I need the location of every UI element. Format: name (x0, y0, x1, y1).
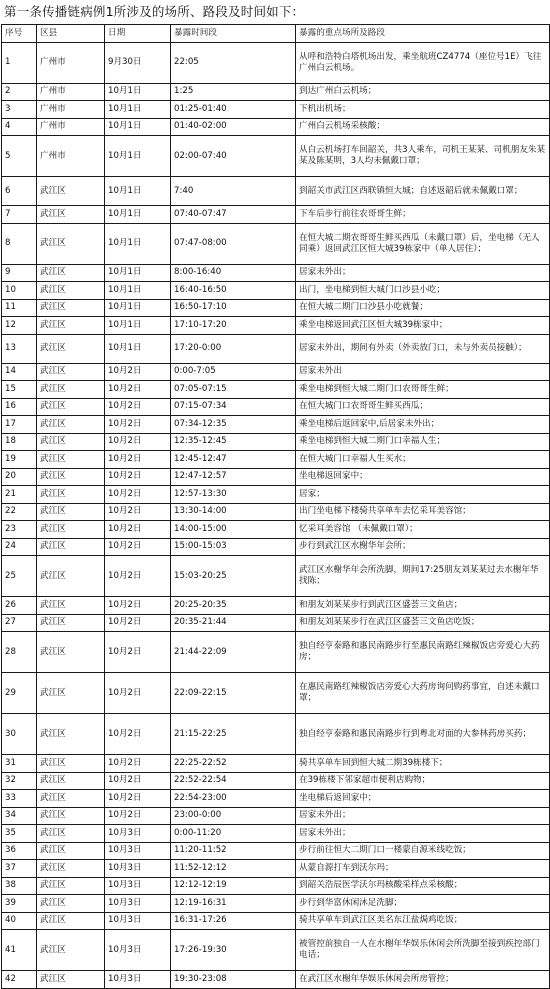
cell-time: 22:54-23:00 (171, 790, 296, 808)
cell-place: 坐电梯后返回家中； (296, 790, 550, 808)
cell-district: 武江区 (37, 486, 105, 504)
cell-date: 10月2日 (105, 714, 171, 755)
table-row (2, 433, 550, 451)
cell-date: 10月1日 (105, 136, 171, 177)
cell-time: 11:20-11:52 (171, 842, 296, 860)
cell-district: 武江区 (37, 930, 105, 971)
cell-district: 武江区 (37, 673, 105, 714)
header-district: 区县 (37, 25, 105, 43)
cell-district: 武江区 (37, 468, 105, 486)
cell-time: 17:10-17:20 (171, 317, 296, 335)
cell-index: 33 (2, 790, 37, 808)
cell-time: 22:25-22:52 (171, 755, 296, 773)
page-title: 第一条传播链病例1所涉及的场所、路段及时间如下： (4, 4, 305, 19)
cell-date: 10月2日 (105, 433, 171, 451)
cell-place: 乘坐电梯到恒大城二期门口幸福人生； (296, 433, 550, 451)
cell-index: 31 (2, 755, 37, 773)
cell-index: 25 (2, 556, 37, 597)
cell-date: 10月3日 (105, 895, 171, 913)
cell-index: 23 (2, 521, 37, 539)
cell-index: 1 (2, 42, 37, 83)
cell-date: 10月2日 (105, 416, 171, 434)
cell-place: 独自经亨泰路和惠民南路步行到粤北对面的大参林药房买药； (296, 714, 550, 755)
cell-place: 居家未外出，期间有外卖（外卖放门口，未与外卖员接触）； (296, 334, 550, 363)
cell-district: 武江区 (37, 825, 105, 843)
cell-time: 01:40-02:00 (171, 118, 296, 136)
cell-date: 10月1日 (105, 317, 171, 335)
cell-district: 广州市 (37, 83, 105, 101)
cell-place: 到韶关浩辰医学沃尔玛核酸采样点采核酸； (296, 877, 550, 895)
cell-district: 武江区 (37, 363, 105, 381)
table-row (2, 416, 550, 434)
cell-date: 10月2日 (105, 538, 171, 556)
table-row (2, 930, 550, 971)
cell-place: 下车后步行前往农哥哥生鲜； (296, 206, 550, 224)
cell-time: 12:57-13:30 (171, 486, 296, 504)
cell-index: 11 (2, 299, 37, 317)
cell-place: 从呼和浩特白塔机场出发，乘坐航班CZ4774（座位号1E）飞往广州白云机场。 (296, 42, 550, 83)
cell-place: 乘坐电梯返回武江区恒大城39栋家中； (296, 317, 550, 335)
cell-index: 2 (2, 83, 37, 101)
cell-district: 广州市 (37, 136, 105, 177)
cell-place: 在39栋楼下邻家超市便利店购物； (296, 772, 550, 790)
cell-date: 10月2日 (105, 503, 171, 521)
cell-place: 独自经亨泰路和惠民南路步行至惠民南路红辣椒饭店旁爱心大药房； (296, 632, 550, 673)
cell-index: 35 (2, 825, 37, 843)
cell-date: 10月2日 (105, 398, 171, 416)
cell-date: 10月1日 (105, 177, 171, 206)
table-row (2, 264, 550, 282)
cell-date: 10月2日 (105, 556, 171, 597)
table-row (2, 842, 550, 860)
cell-date: 10月2日 (105, 755, 171, 773)
cell-time: 07:40-07:47 (171, 206, 296, 224)
cell-district: 武江区 (37, 971, 105, 989)
cell-index: 19 (2, 451, 37, 469)
table-row (2, 632, 550, 673)
cell-time: 16:50-17:10 (171, 299, 296, 317)
cell-index: 9 (2, 264, 37, 282)
cell-time: 12:47-12:57 (171, 468, 296, 486)
cell-date: 10月1日 (105, 101, 171, 119)
cell-date: 10月3日 (105, 930, 171, 971)
cell-place: 和朋友刘某某步行在武江区盛荟三文鱼店吃饭； (296, 614, 550, 632)
cell-time: 19:30-23:08 (171, 971, 296, 989)
cell-time: 14:00-15:00 (171, 521, 296, 539)
cell-date: 10月2日 (105, 486, 171, 504)
cell-index: 14 (2, 363, 37, 381)
cell-district: 武江区 (37, 223, 105, 264)
cell-index: 3 (2, 101, 37, 119)
cell-place: 下机出机场； (296, 101, 550, 119)
cell-index: 39 (2, 895, 37, 913)
cell-district: 武江区 (37, 807, 105, 825)
table-row (2, 363, 550, 381)
cell-time: 17:26-19:30 (171, 930, 296, 971)
cell-place: 出门坐电梯下楼骑共享单车去忆采耳美容馆； (296, 503, 550, 521)
cell-index: 20 (2, 468, 37, 486)
table-row (2, 451, 550, 469)
cell-time: 8:00-16:40 (171, 264, 296, 282)
cell-time: 01:25-01:40 (171, 101, 296, 119)
cell-date: 10月1日 (105, 264, 171, 282)
cell-place: 骑共享单车回到恒大城二期39栋楼下； (296, 755, 550, 773)
cell-district: 武江区 (37, 433, 105, 451)
table-row (2, 556, 550, 597)
cell-time: 16:31-17:26 (171, 912, 296, 930)
cell-district: 武江区 (37, 264, 105, 282)
cell-index: 17 (2, 416, 37, 434)
cell-time: 07:47-08:00 (171, 223, 296, 264)
cell-time: 02:00-07:40 (171, 136, 296, 177)
cell-date: 10月2日 (105, 807, 171, 825)
cell-time: 20:35-21:44 (171, 614, 296, 632)
cell-date: 10月2日 (105, 363, 171, 381)
table-row (2, 136, 550, 177)
cell-place: 到达广州白云机场； (296, 83, 550, 101)
cell-time: 13:30-14:00 (171, 503, 296, 521)
cell-time: 07:15-07:34 (171, 398, 296, 416)
table-row (2, 860, 550, 878)
cell-date: 10月2日 (105, 521, 171, 539)
cell-index: 27 (2, 614, 37, 632)
cell-time: 22:09-22:15 (171, 673, 296, 714)
cell-district: 武江区 (37, 755, 105, 773)
cell-district: 武江区 (37, 381, 105, 399)
table-row (2, 101, 550, 119)
cell-place: 在恒大城二期农哥哥生鲜买西瓜（未戴口罩）后，坐电梯（无人同乘）返回武江区恒大城39栋家中（单人居住）； (296, 223, 550, 264)
header-index: 序号 (2, 25, 37, 43)
cell-date: 10月1日 (105, 282, 171, 300)
cell-index: 6 (2, 177, 37, 206)
cell-index: 34 (2, 807, 37, 825)
cell-place: 被管控前独自一人在水榭年华娱乐休闲会所洗脚至接到疾控部门电话； (296, 930, 550, 971)
cell-index: 38 (2, 877, 37, 895)
table-row (2, 223, 550, 264)
cell-place: 到韶关市武江区西联镇恒大城；自述返韶后就未佩戴口罩； (296, 177, 550, 206)
cell-place: 居家未外出； (296, 807, 550, 825)
table-row (2, 772, 550, 790)
cell-district: 武江区 (37, 877, 105, 895)
cell-place: 从白云机场打车回韶关，共3人乘车，司机王某某、司机朋友朱某某及陈某明，3人均未佩戴口罩； (296, 136, 550, 177)
cell-time: 15:03-20:25 (171, 556, 296, 597)
cell-index: 18 (2, 433, 37, 451)
table-row (2, 177, 550, 206)
cell-time: 22:52-22:54 (171, 772, 296, 790)
cell-time: 7:40 (171, 177, 296, 206)
cell-date: 10月3日 (105, 842, 171, 860)
table-row (2, 42, 550, 83)
cell-district: 武江区 (37, 597, 105, 615)
cell-date: 10月3日 (105, 860, 171, 878)
cell-place: 在恒大城门口农哥哥生鲜买西瓜； (296, 398, 550, 416)
cell-index: 10 (2, 282, 37, 300)
cell-district: 武江区 (37, 632, 105, 673)
cell-index: 21 (2, 486, 37, 504)
cell-date: 10月2日 (105, 632, 171, 673)
cell-time: 12:35-12:45 (171, 433, 296, 451)
cell-place: 和朋友刘某某步行到武江区盛荟三文鱼店； (296, 597, 550, 615)
cell-index: 28 (2, 632, 37, 673)
cell-index: 15 (2, 381, 37, 399)
cell-place: 居家未外出； (296, 825, 550, 843)
cell-place: 居家未外出； (296, 264, 550, 282)
table-row (2, 398, 550, 416)
cell-place: 从蒙自源打车到沃尔玛； (296, 860, 550, 878)
cell-date: 10月3日 (105, 912, 171, 930)
cell-index: 12 (2, 317, 37, 335)
cell-district: 武江区 (37, 398, 105, 416)
cell-time: 15:00-15:03 (171, 538, 296, 556)
cell-date: 10月1日 (105, 299, 171, 317)
table-header-row (2, 25, 550, 43)
cell-district: 武江区 (37, 895, 105, 913)
table-row (2, 334, 550, 363)
cell-date: 10月2日 (105, 614, 171, 632)
cell-place: 乘坐电梯到恒大城二期门口农哥哥生鲜； (296, 381, 550, 399)
cell-date: 10月1日 (105, 334, 171, 363)
table-row (2, 807, 550, 825)
cell-place: 居家； (296, 486, 550, 504)
table-row (2, 299, 550, 317)
cell-district: 武江区 (37, 299, 105, 317)
table-row (2, 468, 550, 486)
cell-time: 07:05-07:15 (171, 381, 296, 399)
cell-time: 0:00-11:20 (171, 825, 296, 843)
table-row (2, 673, 550, 714)
header-place: 暴露的重点场所及路段 (296, 25, 550, 43)
cell-district: 武江区 (37, 912, 105, 930)
cell-date: 10月2日 (105, 673, 171, 714)
cell-place: 坐电梯返回家中； (296, 468, 550, 486)
table-row (2, 895, 550, 913)
cell-time: 07:34-12:35 (171, 416, 296, 434)
cell-place: 步行到武江区水榭华年会所； (296, 538, 550, 556)
table-row (2, 83, 550, 101)
cell-index: 41 (2, 930, 37, 971)
cell-place: 出门，坐电梯到恒大城门口沙县小吃； (296, 282, 550, 300)
cell-time: 22:05 (171, 42, 296, 83)
cell-time: 17:20-0:00 (171, 334, 296, 363)
cell-index: 22 (2, 503, 37, 521)
cell-date: 10月2日 (105, 790, 171, 808)
table-row (2, 790, 550, 808)
table-row (2, 597, 550, 615)
cell-index: 4 (2, 118, 37, 136)
cell-time: 0:00-7:05 (171, 363, 296, 381)
cell-place: 在惠民南路红辣椒饭店旁爱心大药房询问购药事宜，自述未戴口罩； (296, 673, 550, 714)
cell-place: 步行前往恒大二期门口一楼蒙自源米线吃饭； (296, 842, 550, 860)
cell-date: 10月3日 (105, 971, 171, 989)
cell-district: 武江区 (37, 556, 105, 597)
cell-district: 武江区 (37, 614, 105, 632)
table-row (2, 486, 550, 504)
cell-time: 12:45-12:47 (171, 451, 296, 469)
cell-index: 7 (2, 206, 37, 224)
table-row (2, 825, 550, 843)
cell-district: 武江区 (37, 772, 105, 790)
cell-date: 10月2日 (105, 451, 171, 469)
cell-index: 36 (2, 842, 37, 860)
cell-time: 1:25 (171, 83, 296, 101)
table-row (2, 614, 550, 632)
cell-index: 26 (2, 597, 37, 615)
header-time: 暴露时间段 (171, 25, 296, 43)
cell-district: 武江区 (37, 177, 105, 206)
cell-time: 12:19-16:31 (171, 895, 296, 913)
cell-date: 10月2日 (105, 381, 171, 399)
cell-index: 40 (2, 912, 37, 930)
cell-district: 武江区 (37, 521, 105, 539)
table-row (2, 755, 550, 773)
cell-district: 武江区 (37, 714, 105, 755)
cell-time: 20:25-20:35 (171, 597, 296, 615)
cell-place: 广州白云机场采核酸； (296, 118, 550, 136)
cell-district: 武江区 (37, 416, 105, 434)
table-body (2, 25, 550, 989)
table-row (2, 118, 550, 136)
cell-date: 10月1日 (105, 206, 171, 224)
cell-index: 29 (2, 673, 37, 714)
cell-time: 21:44-22:09 (171, 632, 296, 673)
cell-district: 武江区 (37, 538, 105, 556)
cell-district: 武江区 (37, 334, 105, 363)
table-row (2, 912, 550, 930)
cell-index: 16 (2, 398, 37, 416)
cell-index: 32 (2, 772, 37, 790)
cell-place: 居家未外出 (296, 363, 550, 381)
cell-date: 10月1日 (105, 223, 171, 264)
table-row (2, 714, 550, 755)
cell-place: 在武江区水榭年华娱乐休闲会所房管控； (296, 971, 550, 989)
cell-place: 在恒大城二期门口沙县小吃就餐； (296, 299, 550, 317)
cell-district: 武江区 (37, 860, 105, 878)
header-date: 日期 (105, 25, 171, 43)
table-row (2, 206, 550, 224)
cell-place: 忆采耳美容馆 （未佩戴口罩）； (296, 521, 550, 539)
cell-place: 在恒大城门口幸福人生买水； (296, 451, 550, 469)
table-row (2, 521, 550, 539)
cell-time: 11:52-12:12 (171, 860, 296, 878)
cell-index: 42 (2, 971, 37, 989)
cell-time: 12:12-12:19 (171, 877, 296, 895)
cell-district: 武江区 (37, 282, 105, 300)
cell-index: 24 (2, 538, 37, 556)
cell-index: 37 (2, 860, 37, 878)
cell-time: 16:40-16:50 (171, 282, 296, 300)
cell-district: 武江区 (37, 206, 105, 224)
cell-district: 武江区 (37, 451, 105, 469)
table-row (2, 381, 550, 399)
table-row (2, 538, 550, 556)
table-row (2, 503, 550, 521)
cell-place: 步行到华富休闲沐足洗脚； (296, 895, 550, 913)
cell-place: 乘坐电梯后返回家中,后居家未外出； (296, 416, 550, 434)
cell-district: 武江区 (37, 790, 105, 808)
cell-index: 5 (2, 136, 37, 177)
cell-district: 广州市 (37, 118, 105, 136)
cell-date: 10月3日 (105, 825, 171, 843)
cell-date: 10月1日 (105, 118, 171, 136)
cell-place: 武江区水榭华年会所洗脚，期间17:25朋友刘某某过去水榭年华找陈； (296, 556, 550, 597)
cell-index: 8 (2, 223, 37, 264)
cell-date: 10月2日 (105, 597, 171, 615)
cell-date: 10月2日 (105, 772, 171, 790)
table-row (2, 317, 550, 335)
cell-index: 13 (2, 334, 37, 363)
cell-time: 21:15-22:25 (171, 714, 296, 755)
cell-date: 10月2日 (105, 468, 171, 486)
table-row (2, 971, 550, 989)
cell-district: 武江区 (37, 842, 105, 860)
cell-index: 30 (2, 714, 37, 755)
cell-date: 10月3日 (105, 877, 171, 895)
table-row (2, 877, 550, 895)
cell-date: 10月1日 (105, 83, 171, 101)
cell-district: 广州市 (37, 42, 105, 83)
cell-date: 9月30日 (105, 42, 171, 83)
cell-time: 23:00-0:00 (171, 807, 296, 825)
cell-district: 广州市 (37, 101, 105, 119)
cell-place: 骑共享单车到武江区美名东江盐焗鸡吃饭； (296, 912, 550, 930)
exposure-table (1, 24, 550, 989)
cell-district: 武江区 (37, 503, 105, 521)
table-row (2, 282, 550, 300)
cell-district: 武江区 (37, 317, 105, 335)
